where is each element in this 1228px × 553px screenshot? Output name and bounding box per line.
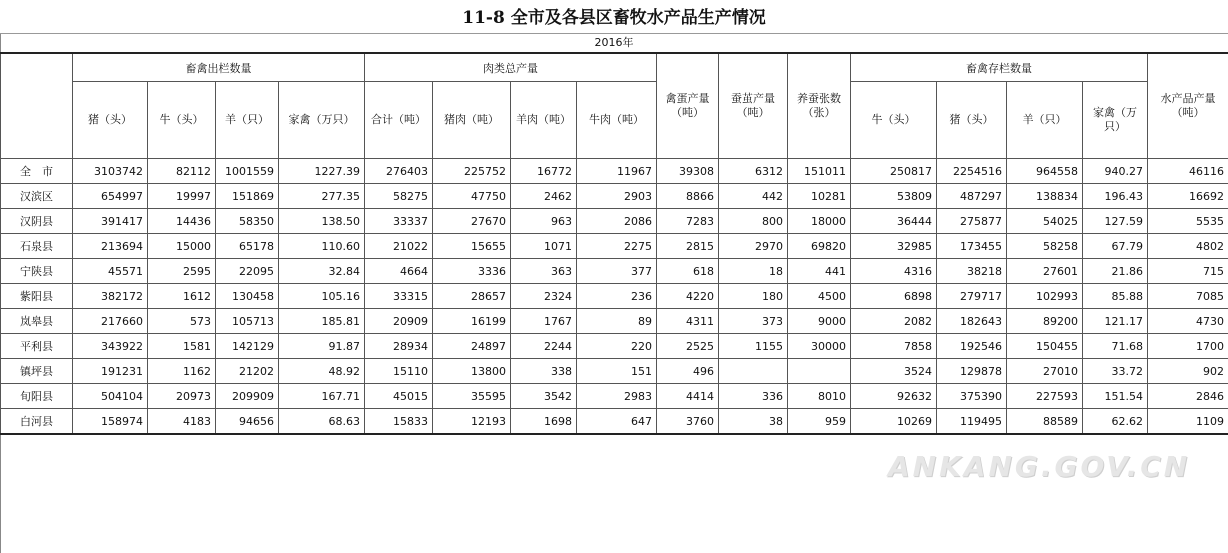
- table-cell: 2983: [577, 384, 657, 409]
- table-cell: 71.68: [1083, 334, 1148, 359]
- table-cell: 276403: [365, 159, 433, 184]
- table-cell: 10269: [851, 409, 937, 435]
- table-cell: 18000: [788, 209, 851, 234]
- livestock-table: [0, 52, 1228, 435]
- table-cell: 151869: [216, 184, 279, 209]
- table-cell: 94656: [216, 409, 279, 435]
- table-cell: 1227.39: [279, 159, 365, 184]
- table-cell: 151.54: [1083, 384, 1148, 409]
- table-cell: 58350: [216, 209, 279, 234]
- col-stock-poultry: 家禽（万只）: [1083, 82, 1148, 159]
- table-cell: 20973: [148, 384, 216, 409]
- table-cell: 65178: [216, 234, 279, 259]
- table-cell: 180: [719, 284, 788, 309]
- row-label: 宁陕县: [1, 259, 73, 284]
- table-cell: 1700: [1148, 334, 1228, 359]
- table-cell: 15110: [365, 359, 433, 384]
- table-cell: 220: [577, 334, 657, 359]
- row-label: 镇坪县: [1, 359, 73, 384]
- table-cell: 6898: [851, 284, 937, 309]
- table-cell: 28657: [433, 284, 511, 309]
- table-cell: 2815: [657, 234, 719, 259]
- table-row: [1, 359, 1228, 384]
- table-cell: [788, 359, 851, 384]
- table-cell: 150455: [1007, 334, 1083, 359]
- table-cell: 1612: [148, 284, 216, 309]
- table-cell: 2462: [511, 184, 577, 209]
- region-header: [1, 53, 73, 159]
- table-cell: 442: [719, 184, 788, 209]
- table-cell: 647: [577, 409, 657, 435]
- table-cell: 24897: [433, 334, 511, 359]
- table-cell: 33337: [365, 209, 433, 234]
- table-cell: 2086: [577, 209, 657, 234]
- table-cell: 32985: [851, 234, 937, 259]
- table-row: [1, 234, 1228, 259]
- table-cell: 343922: [73, 334, 148, 359]
- table-cell: 21202: [216, 359, 279, 384]
- table-cell: 38: [719, 409, 788, 435]
- table-cell: 129878: [937, 359, 1007, 384]
- table-row: [1, 284, 1228, 309]
- table-cell: 715: [1148, 259, 1228, 284]
- table-cell: 3524: [851, 359, 937, 384]
- table-cell: 7858: [851, 334, 937, 359]
- col-eggs: 禽蛋产量（吨）: [657, 53, 719, 159]
- table-cell: 964558: [1007, 159, 1083, 184]
- table-cell: 14436: [148, 209, 216, 234]
- table-row: [1, 334, 1228, 359]
- table-cell: 39308: [657, 159, 719, 184]
- table-row: [1, 384, 1228, 409]
- table-cell: 800: [719, 209, 788, 234]
- table-cell: 902: [1148, 359, 1228, 384]
- table-cell: 13800: [433, 359, 511, 384]
- table-cell: 68.63: [279, 409, 365, 435]
- table-cell: 7085: [1148, 284, 1228, 309]
- col-cattle: 牛（头）: [148, 82, 216, 159]
- table-row: [1, 209, 1228, 234]
- year-label: 2016年: [594, 36, 634, 49]
- table-cell: 4664: [365, 259, 433, 284]
- table-cell: 12193: [433, 409, 511, 435]
- table-cell: 191231: [73, 359, 148, 384]
- table-row: [1, 159, 1228, 184]
- col-sheep: 羊（只）: [216, 82, 279, 159]
- table-cell: 16199: [433, 309, 511, 334]
- table-row: [1, 259, 1228, 284]
- page-title: 11-8 全市及各县区畜牧水产品生产情况: [462, 8, 766, 28]
- table-cell: 377: [577, 259, 657, 284]
- col-stock-sheep: 羊（只）: [1007, 82, 1083, 159]
- table-cell: 11967: [577, 159, 657, 184]
- table-row: [1, 409, 1228, 435]
- table-cell: 2275: [577, 234, 657, 259]
- table-cell: 130458: [216, 284, 279, 309]
- table-cell: 185.81: [279, 309, 365, 334]
- row-label: 平利县: [1, 334, 73, 359]
- table-cell: 38218: [937, 259, 1007, 284]
- table-cell: 85.88: [1083, 284, 1148, 309]
- table-cell: 173455: [937, 234, 1007, 259]
- row-label: 全 市: [1, 159, 73, 184]
- group-meat-header: 肉类总产量: [365, 53, 657, 82]
- table-cell: 142129: [216, 334, 279, 359]
- table-cell: 2595: [148, 259, 216, 284]
- row-label: 白河县: [1, 409, 73, 435]
- table-cell: 151011: [788, 159, 851, 184]
- table-cell: 35595: [433, 384, 511, 409]
- table-cell: 382172: [73, 284, 148, 309]
- row-label: 紫阳县: [1, 284, 73, 309]
- table-cell: 16692: [1148, 184, 1228, 209]
- table-cell: 9000: [788, 309, 851, 334]
- table-cell: 336: [719, 384, 788, 409]
- table-cell: 48.92: [279, 359, 365, 384]
- table-cell: 373: [719, 309, 788, 334]
- table-cell: 33315: [365, 284, 433, 309]
- col-poultry: 家禽（万只）: [279, 82, 365, 159]
- table-row: [1, 184, 1228, 209]
- table-cell: 2244: [511, 334, 577, 359]
- table-cell: 5535: [1148, 209, 1228, 234]
- table-cell: 441: [788, 259, 851, 284]
- table-cell: 1071: [511, 234, 577, 259]
- title-divider: [0, 33, 1228, 34]
- table-cell: [719, 359, 788, 384]
- table-cell: 940.27: [1083, 159, 1148, 184]
- table-cell: 2903: [577, 184, 657, 209]
- table-cell: 4183: [148, 409, 216, 435]
- table-cell: 963: [511, 209, 577, 234]
- table-cell: 2525: [657, 334, 719, 359]
- table-cell: 45015: [365, 384, 433, 409]
- table-cell: 27601: [1007, 259, 1083, 284]
- table-cell: 1155: [719, 334, 788, 359]
- table-cell: 69820: [788, 234, 851, 259]
- table-cell: 277.35: [279, 184, 365, 209]
- table-cell: 496: [657, 359, 719, 384]
- col-pig: 猪（头）: [73, 82, 148, 159]
- col-aquatic: 水产品产量（吨）: [1148, 53, 1228, 159]
- table-cell: 105713: [216, 309, 279, 334]
- table-cell: 89: [577, 309, 657, 334]
- table-cell: 10281: [788, 184, 851, 209]
- table-cell: 121.17: [1083, 309, 1148, 334]
- table-cell: 1767: [511, 309, 577, 334]
- table-cell: 3336: [433, 259, 511, 284]
- table-cell: 1698: [511, 409, 577, 435]
- table-cell: 1001559: [216, 159, 279, 184]
- table-cell: 236: [577, 284, 657, 309]
- table-cell: 363: [511, 259, 577, 284]
- table-cell: 2846: [1148, 384, 1228, 409]
- table-cell: 18: [719, 259, 788, 284]
- table-cell: 127.59: [1083, 209, 1148, 234]
- row-label: 岚皋县: [1, 309, 73, 334]
- table-cell: 4500: [788, 284, 851, 309]
- table-cell: 45571: [73, 259, 148, 284]
- table-cell: 28934: [365, 334, 433, 359]
- table-cell: 20909: [365, 309, 433, 334]
- table-cell: 2324: [511, 284, 577, 309]
- table-cell: 250817: [851, 159, 937, 184]
- table-cell: 959: [788, 409, 851, 435]
- table-cell: 654997: [73, 184, 148, 209]
- table-cell: 105.16: [279, 284, 365, 309]
- table-cell: 47750: [433, 184, 511, 209]
- table-cell: 151: [577, 359, 657, 384]
- table-cell: 3542: [511, 384, 577, 409]
- table-cell: 217660: [73, 309, 148, 334]
- table-cell: 15655: [433, 234, 511, 259]
- table-cell: 279717: [937, 284, 1007, 309]
- table-cell: 3103742: [73, 159, 148, 184]
- table-cell: 192546: [937, 334, 1007, 359]
- table-cell: 196.43: [1083, 184, 1148, 209]
- table-cell: 375390: [937, 384, 1007, 409]
- watermark: ANKANG.GOV.CN: [888, 450, 1191, 483]
- table-cell: 338: [511, 359, 577, 384]
- table-cell: 213694: [73, 234, 148, 259]
- table-cell: 2254516: [937, 159, 1007, 184]
- table-cell: 102993: [1007, 284, 1083, 309]
- table-cell: 573: [148, 309, 216, 334]
- table-cell: 46116: [1148, 159, 1228, 184]
- col-silkworm: 养蚕张数（张）: [788, 53, 851, 159]
- table-cell: 182643: [937, 309, 1007, 334]
- table-cell: 82112: [148, 159, 216, 184]
- table-cell: 227593: [1007, 384, 1083, 409]
- table-cell: 4730: [1148, 309, 1228, 334]
- table-cell: 67.79: [1083, 234, 1148, 259]
- table-cell: 32.84: [279, 259, 365, 284]
- table-cell: 8866: [657, 184, 719, 209]
- col-cocoon: 蚕茧产量（吨）: [719, 53, 788, 159]
- table-cell: 27670: [433, 209, 511, 234]
- table-cell: 15833: [365, 409, 433, 435]
- table-cell: 89200: [1007, 309, 1083, 334]
- table-cell: 53809: [851, 184, 937, 209]
- group-outstock-header: 畜禽出栏数量: [73, 53, 365, 82]
- table-cell: 62.62: [1083, 409, 1148, 435]
- table-cell: 92632: [851, 384, 937, 409]
- table-cell: 22095: [216, 259, 279, 284]
- table-cell: 16772: [511, 159, 577, 184]
- table-cell: 4414: [657, 384, 719, 409]
- table-cell: 4316: [851, 259, 937, 284]
- table-cell: 4802: [1148, 234, 1228, 259]
- table-cell: 58275: [365, 184, 433, 209]
- table-cell: 4220: [657, 284, 719, 309]
- table-cell: 58258: [1007, 234, 1083, 259]
- table-cell: 4311: [657, 309, 719, 334]
- table-cell: 6312: [719, 159, 788, 184]
- table-cell: 7283: [657, 209, 719, 234]
- table-cell: 110.60: [279, 234, 365, 259]
- table-cell: 21022: [365, 234, 433, 259]
- row-label: 石泉县: [1, 234, 73, 259]
- table-cell: 138834: [1007, 184, 1083, 209]
- table-cell: 15000: [148, 234, 216, 259]
- table-cell: 19997: [148, 184, 216, 209]
- col-stock-pig: 猪（头）: [937, 82, 1007, 159]
- table-cell: 504104: [73, 384, 148, 409]
- table-body: [1, 159, 1228, 435]
- table-cell: 36444: [851, 209, 937, 234]
- table-cell: 30000: [788, 334, 851, 359]
- table-cell: 1109: [1148, 409, 1228, 435]
- table-cell: 91.87: [279, 334, 365, 359]
- table-cell: 1581: [148, 334, 216, 359]
- table-cell: 138.50: [279, 209, 365, 234]
- col-beef: 牛肉（吨）: [577, 82, 657, 159]
- col-stock-cattle: 牛（头）: [851, 82, 937, 159]
- col-meat-total: 合计（吨）: [365, 82, 433, 159]
- group-stock-header: 畜禽存栏数量: [851, 53, 1148, 82]
- table-cell: 1162: [148, 359, 216, 384]
- table-cell: 167.71: [279, 384, 365, 409]
- table-cell: 2970: [719, 234, 788, 259]
- table-cell: 225752: [433, 159, 511, 184]
- table-cell: 27010: [1007, 359, 1083, 384]
- table-cell: 3760: [657, 409, 719, 435]
- table-cell: 275877: [937, 209, 1007, 234]
- table-cell: 618: [657, 259, 719, 284]
- table-cell: 119495: [937, 409, 1007, 435]
- table-cell: 209909: [216, 384, 279, 409]
- table-cell: 21.86: [1083, 259, 1148, 284]
- table-cell: 158974: [73, 409, 148, 435]
- table-cell: 391417: [73, 209, 148, 234]
- row-label: 汉滨区: [1, 184, 73, 209]
- table-row: [1, 309, 1228, 334]
- table-cell: 2082: [851, 309, 937, 334]
- table-cell: 88589: [1007, 409, 1083, 435]
- col-pork: 猪肉（吨）: [433, 82, 511, 159]
- table-cell: 33.72: [1083, 359, 1148, 384]
- row-label: 汉阴县: [1, 209, 73, 234]
- col-mutton: 羊肉（吨）: [511, 82, 577, 159]
- table-cell: 8010: [788, 384, 851, 409]
- table-cell: 487297: [937, 184, 1007, 209]
- row-label: 旬阳县: [1, 384, 73, 409]
- table-cell: 54025: [1007, 209, 1083, 234]
